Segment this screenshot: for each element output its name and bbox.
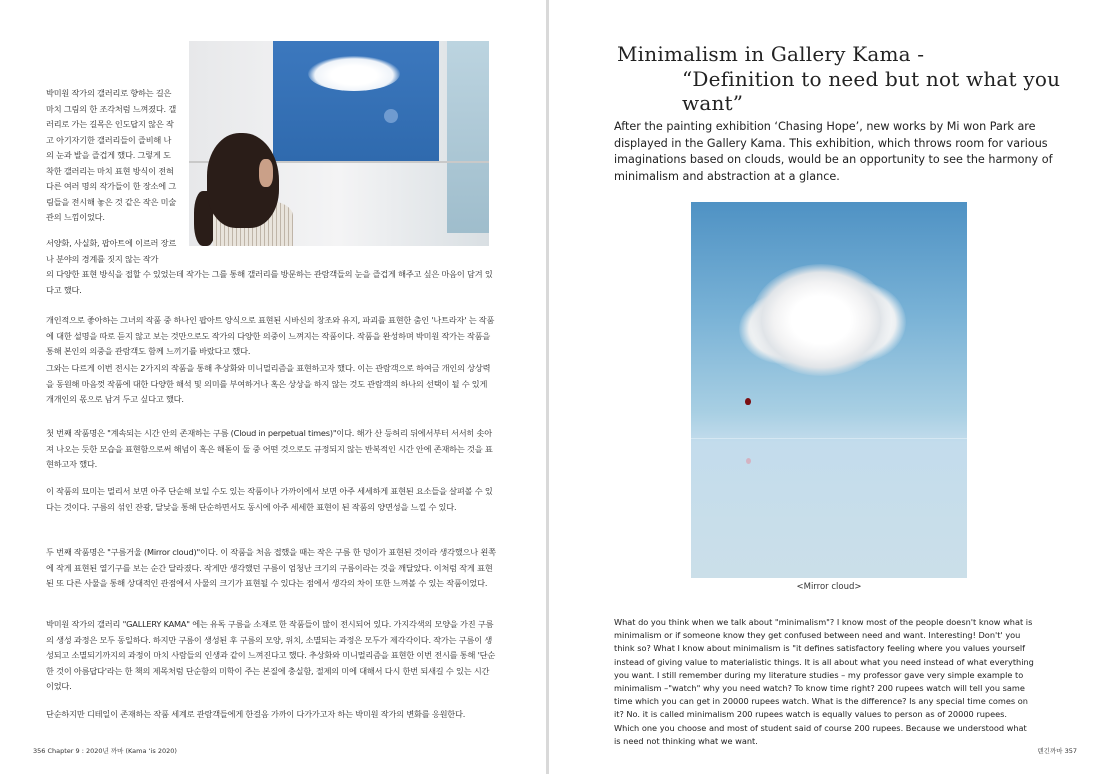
cloud-shape [308, 56, 400, 91]
korean-paragraph-5: 첫 번째 작품명은 "계속되는 시간 안의 존재하는 구름 (Cloud in perpetual times)"이다. 해가 산 등허리 뒤에서부터 서서히 솟아져 나오는 듯한 모습을 표현함으로써 해넘이 혹은 해돋이 둘 중 어떤 것으로도 규정되지 않는 반복적인 시간 안에 존재하는 것을 표현하고자 했다. [46, 428, 493, 469]
person-face [259, 159, 273, 187]
korean-paragraph-3: 개인적으로 좋아하는 그녀의 작품 중 하나인 팝아트 양식으로 표현된 시바신의 창조와 유지, 파괴를 표현한 춤인 '나트라자' 는 작품에 대한 설명을 따로 듣지 않고 보는 것만으로도 작가의 다양한 의중이 느껴지는 작품이다. 작품을 완성하며 박미원 작가는 작품을 통해 본인의 의중을 관람객도 함께 느끼기를 바랐다고 했다. [46, 315, 495, 356]
article-intro: After the painting exhibition ‘Chasing Hope’, new works by Mi won Park are displayed in the Gallery Kama. This exhibition, which throws room for various imaginations based on clouds, would be an opportunity to see the harmony of minimalism and abstraction at a glance. [614, 120, 1053, 183]
left-page [0, 0, 546, 774]
korean-paragraph-6: 이 작품의 묘미는 멀리서 보면 아주 단순해 보일 수도 있는 작품이나 가까이에서 보면 아주 세세하게 표현된 요소들을 살펴볼 수 있다는 것이다. 구름의 섞인 잔광, 달낮을 통해 단순하면서도 동시에 아주 세세한 표현이 된 작품의 양면성을 느낄 수 있다. [46, 486, 493, 512]
korean-paragraph-7: 두 번째 작품명은 "구름거울 (Mirror cloud)"이다. 이 작품을 처음 접했을 때는 작은 구름 한 덩이가 표현된 것이라 생각했으나 왼쪽에 작게 표현된 열기구를 보는 순간 달라졌다. 작게만 생각했던 구름이 엄청난 크기의 구름이라는 것을 깨달았다. 이처럼 작게 표현된 또 다른 사물을 통해 상대적인 관점에서 사물의 크기가 표현될 수 있다는 점에서 생각의 차이 또한 느껴볼 수 있는 작품이었다. [46, 547, 496, 588]
english-essay: What do you think when we talk about "minimalism"? I know most of the people doesn't know what is minimalism or if someone know they get confused between need and want. Interesting! Don't' you think so? What I know about minimalism is "it defines satisfactory feeling where you values yourself instead of giving value to materialistic things. It is all about what you need instead of what everything you want. I still remember during my literature studies – my professor gave very simple example to minimalism –"watch" why you need watch? To know time right? 200 rupees watch will tell you same time which you can get in 20000 rupees watch. What is the difference? Is any special time comes on it? No. it is called minimalism 200 rupees watch is equally values to person as of 20000 rupees. Which one you choose and most of student said of course 200 rupees. Because we understood what is need not thinking what we want. [614, 617, 1034, 746]
korean-paragraph-9: 단순하지만 디테일이 존재하는 작품 세계로 관람객들에게 한걸음 가까이 다가가고자 하는 박미원 작가의 변화를 응원한다. [46, 709, 466, 719]
gallery-photo [189, 41, 489, 246]
korean-paragraph-2b: 의 다양한 표현 방식을 접할 수 있었는데 작가는 그를 통해 갤러리를 방문하는 관람객들의 눈을 즐겁게 해주고 싶은 마음이 담겨 있다고 했다. [46, 269, 493, 295]
right-page-footer: 덴긴까마 357 [1037, 747, 1077, 755]
balloon-reflection [746, 458, 751, 464]
article-title-line-2: “Definition to need but not what you want” [682, 67, 1061, 115]
korean-paragraph-2a: 서양화, 사실화, 팝아트에 이르러 장르나 분야의 경계를 짓지 않는 작가 [46, 238, 177, 264]
horizon-line [691, 438, 967, 439]
right-page [549, 0, 1095, 774]
korean-paragraph-8: 박미원 작가의 갤러리 "GALLERY KAMA" 에는 유독 구름을 소재로 한 작품들이 많이 전시되어 있다. 가지각색의 모양을 가진 구름의 생성 과정은 모두 동일하다. 하지만 구름이 생성된 후 구름의 모양, 위치, 소멸되는 과정은 모두가 제각각이다. 작가는 구름이 생성되고 소멸되기까지의 과정이 마치 사람들의 인생과 같이 느껴진다고 했다. 추상화와 미니멀리즘을 표현한 이번 전시를 통해 '단순한 것이 아름답다'라는 한 책의 제목처럼 단순함의 미학이 주는 본질에 충실함, 절제의 미에 대해서 다시 한번 되새길 수 있는 시간이었다. [46, 619, 496, 691]
mirror-cloud-painting [691, 202, 967, 578]
article-title-line-1: Minimalism in Gallery Kama - [617, 42, 925, 66]
hot-air-balloon [745, 398, 751, 405]
side-artwork [447, 41, 489, 233]
cloud-painting-on-wall [273, 41, 439, 161]
painting-caption: <Mirror cloud> [796, 582, 862, 592]
korean-paragraph-4: 그와는 다르게 이번 전시는 2가지의 작품을 통해 추상화와 미니멀리즘을 표현하고자 했다. 이는 관람객으로 하여금 개인의 상상력을 동원해 마음껏 작품에 대한 다양한 해석 및 의미를 부여하거나 혹은 상상을 하지 않는 것도 관람객의 하나의 선택이 될 수 있게 개개인의 몫으로 남겨 두고 싶다고 했다. [46, 363, 491, 404]
left-page-footer: 356 Chapter 9 : 2020년 까마 (Kama ‘is 2020) [33, 747, 177, 755]
korean-paragraph-1: 박미원 작가의 갤러리로 향하는 길은 마치 그림의 한 조각처럼 느껴졌다. 갤러리로 가는 길목은 인도답지 않은 작고 아기자기한 갤러리들이 즐비해 나의 눈과 발을 즐겁게 했다. 그렇게 도착한 갤러리는 마치 표현 방식이 전혀 다른 여러 명의 작가들이 한 장소에 그림들을 전시해 놓은 것 같은 작은 미술관의 느낌이었다. [46, 88, 177, 222]
moon-shape [384, 109, 398, 123]
cloud-main [751, 264, 891, 376]
